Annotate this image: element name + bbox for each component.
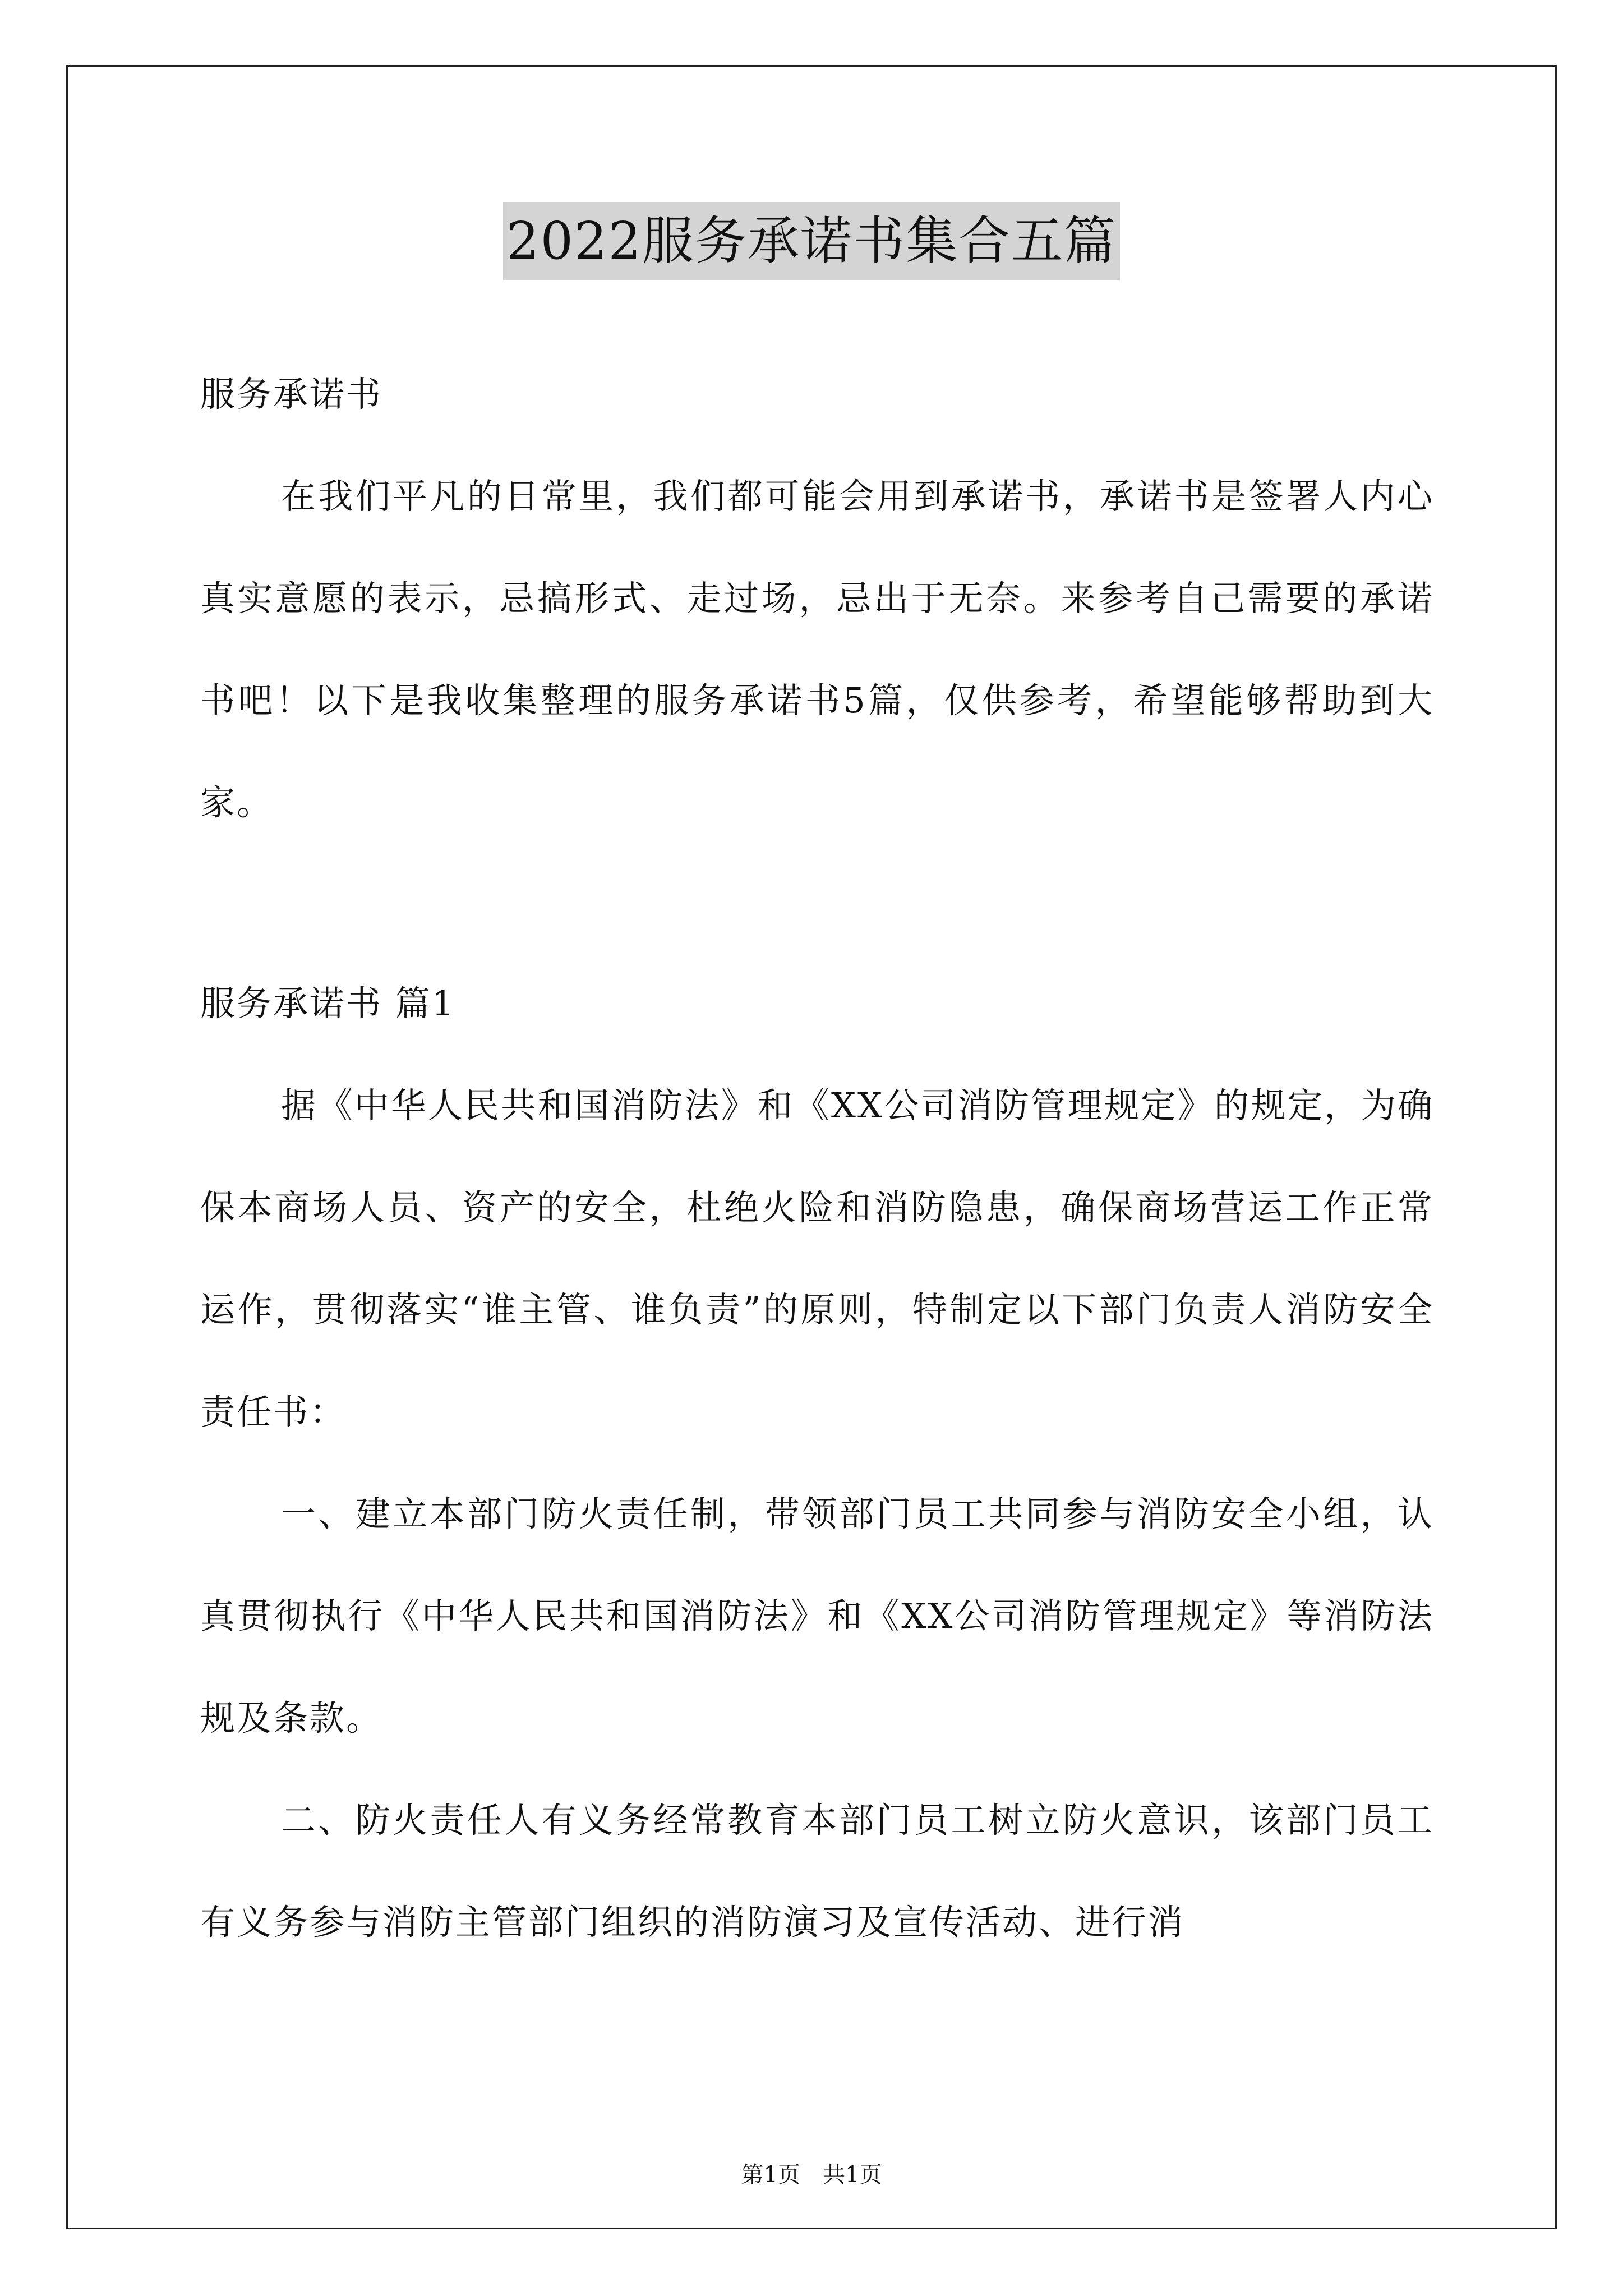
page-footer: 第1页 共1页 [741, 2162, 882, 2188]
body-paragraph-2: 一、建立本部门防火责任制，带领部门员工共同参与消防安全小组，认真贯彻执行《中华人民共和国消防法》和《XX公司消防管理规定》等消防法规及条款。 [200, 1493, 1434, 1738]
body-paragraph-1: 据《中华人民共和国消防法》和《XX公司消防管理规定》的规定，为确保本商场人员、资产的安全，杜绝火险和消防隐患，确保商场营运工作正常运作，贯彻落实“谁主管、谁负责”的原则，特制定以下部门负责人消防安全责任书： [200, 1085, 1434, 1432]
document-body [200, 343, 1434, 1973]
body-paragraph-3: 二、防火责任人有义务经常教育本部门员工树立防火意识，该部门员工有义务参与消防主管部门组织的消防演习及宣传活动、进行消 [200, 1800, 1434, 1943]
document-title: 2022服务承诺书集合五篇 [503, 202, 1120, 280]
intro-heading: 服务承诺书 [200, 374, 383, 415]
title-container [0, 202, 1623, 280]
section-heading: 服务承诺书 篇1 [200, 983, 456, 1024]
intro-paragraph: 在我们平凡的日常里，我们都可能会用到承诺书，承诺书是签署人内心真实意愿的表示，忌搞形式、走过场，忌出于无奈。来参考自己需要的承诺书吧！以下是我收集整理的服务承诺书5篇，仅供参考，希望能够帮助到大家。 [200, 476, 1434, 823]
section-gap [200, 854, 1434, 953]
